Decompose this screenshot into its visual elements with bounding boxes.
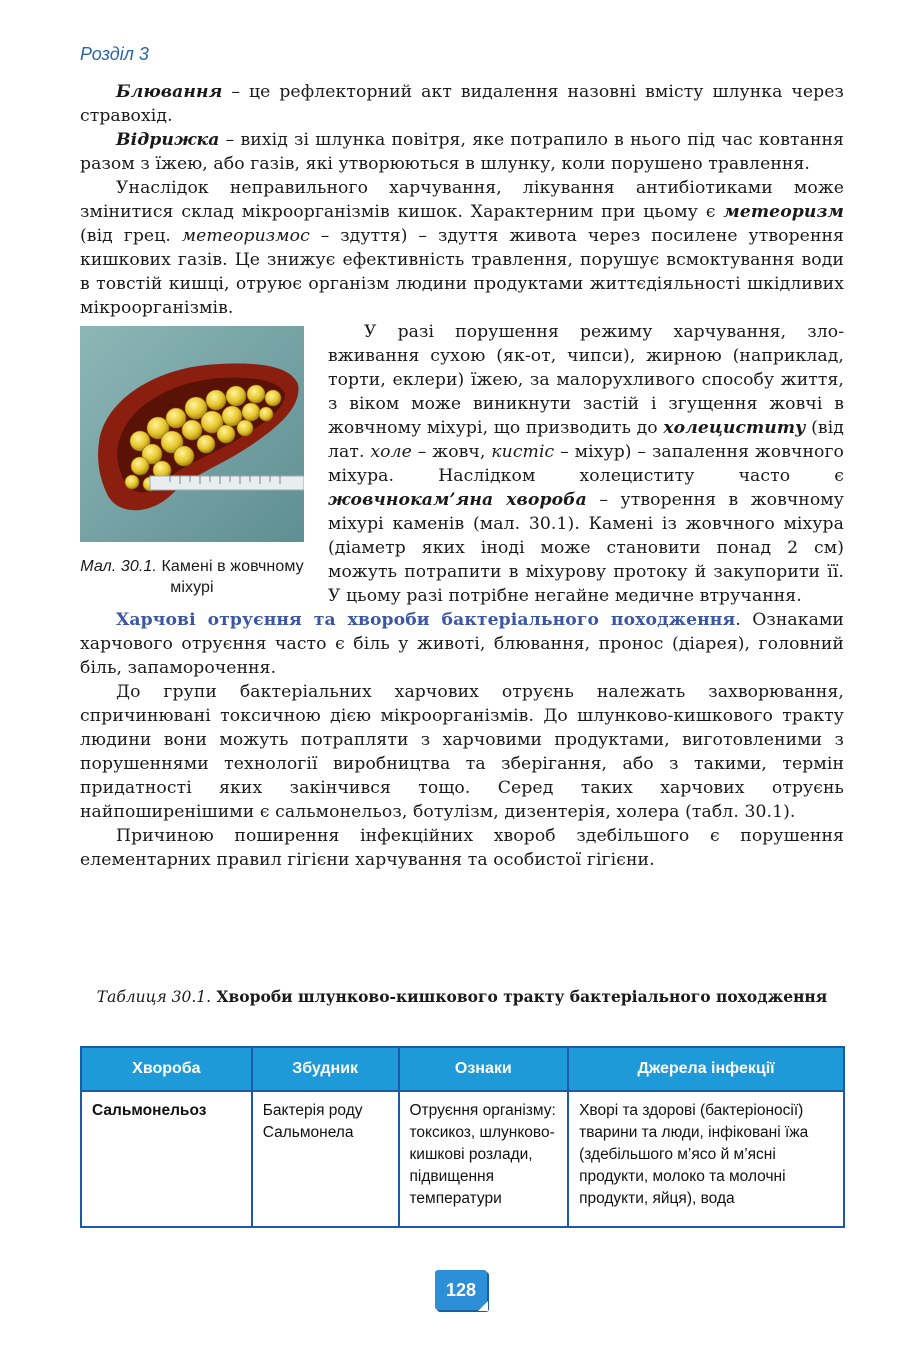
term-gallstone-disease: жовчнокам’яна хвороба (328, 490, 587, 510)
paragraph-vomiting: Блювання – це рефлекторний акт видалення назовні вмісту шлунка через стравохід. (80, 82, 844, 126)
paragraph-bacterial: До групи бактеріальних харчових отруєнь належать захворювання, спричинювані токсичною дією мікроорганізмів. До шлунково-кишкового тракту людини вони можуть потрапляти з харчовими продуктами, виготовленими з порушеннями технології виробництва та зберігання, або з такими, термін придатності яких закінчився тощо. Серед таких харчових отруєнь найпоширенішими є сальмонельоз, ботулізм, дизентерія, холера (табл. 30.1). (80, 682, 844, 822)
section-header: Розділ 3 (80, 44, 149, 64)
gallbladder-image (80, 326, 304, 542)
cell-disease: Сальмонельоз (81, 1091, 252, 1227)
term-meteorism: метеоризм (723, 202, 844, 222)
page-number: 128 (435, 1270, 487, 1310)
table-header-row (81, 1047, 844, 1091)
cell-sources: Хворі та здорові (бактеріоносії) тварини та люди, інфіковані їжа (здебільшого м’ясо й м’ясні продукти, молоко та молочні продукти, яйця), вода (568, 1091, 844, 1227)
cell-signs: Отруєння організму: токсикоз, шлунково-кишкові розлади, підвищення температури (399, 1091, 569, 1227)
column-header-disease: Хвороба (81, 1047, 252, 1091)
paragraph-food-poisoning: Харчові отруєння та хвороби бактеріального походження. Ознаками харчового отруєння часто є біль у животі, блювання, пронос (діарея), головний біль, запаморочення. (80, 610, 844, 678)
paragraph-cholecystitis: У разі порушення режиму харчування, зловживання сухою (як-от, чипси), жирною (наприклад, торти, еклери) їжею, за малорухливого способу життя, з віком може виникнути застій і згущення жовчі в жовчному міхурі, що призводить до холециститу (від лат. холе – жовч, кистіс – міхур) – запалення жовчного міхура. Наслідком холециститу часто є жовчнокам’яна хвороба – утворення в жовчному міхурі каменів (мал. 30.1). Камені із жовчного міхура (діаметр яких іноді може становити понад 2 см) можуть потрапити в міхурову протоку й закупорити її. У цьому разі потрібне негайне медичне втручання. (328, 322, 844, 606)
table-row (81, 1091, 844, 1227)
paragraph-hygiene: Причиною поширення інфекційних хвороб здебільшого є порушення елементарних правил гігієни харчування та особистої гігієни. (80, 826, 844, 870)
table-title: Таблиця 30.1. Хвороби шлунково-кишкового тракту бактеріального походження (96, 987, 828, 1006)
term-vomiting: Блювання (116, 82, 223, 102)
disease-table (80, 1046, 845, 1228)
term-cholecystitis: холециститу (663, 418, 806, 438)
figure-gallstones (80, 326, 310, 598)
paragraph-meteorism: Унаслідок неправильного харчування, лікування антибіотиками може змінитися склад мікроорганізмів кишок. Характерним при цьому є метеоризм (від грец. метеоризмос – здуття) – здуття живота через посилене утворення кишкових газів. Це знижує ефективність травлення, порушує всмоктування води в товстій кишці, отруює організм людини продуктами життєдіяльності шкідливих мікроорганізмів. (80, 178, 844, 318)
paragraph-belching: Відрижка – вихід зі шлунка повітря, яке потрапило в нього під час ковтання разом з їжею, або газів, які утворюються в шлунку, коли порушено травлення. (80, 130, 844, 174)
column-header-sources: Джерела інфекції (568, 1047, 844, 1091)
subheading-food-poisoning: Харчові отруєння та хвороби бактеріального походження (116, 610, 736, 630)
figure-caption: Мал. 30.1. Камені в жовчному міхурі (80, 558, 304, 596)
column-header-agent: Збудник (252, 1047, 399, 1091)
gallstones-photo (80, 326, 304, 542)
cell-agent: Бактерія роду Сальмонела (252, 1091, 399, 1227)
column-header-signs: Ознаки (399, 1047, 569, 1091)
main-text (80, 80, 844, 872)
term-belching: Відрижка (116, 130, 220, 150)
